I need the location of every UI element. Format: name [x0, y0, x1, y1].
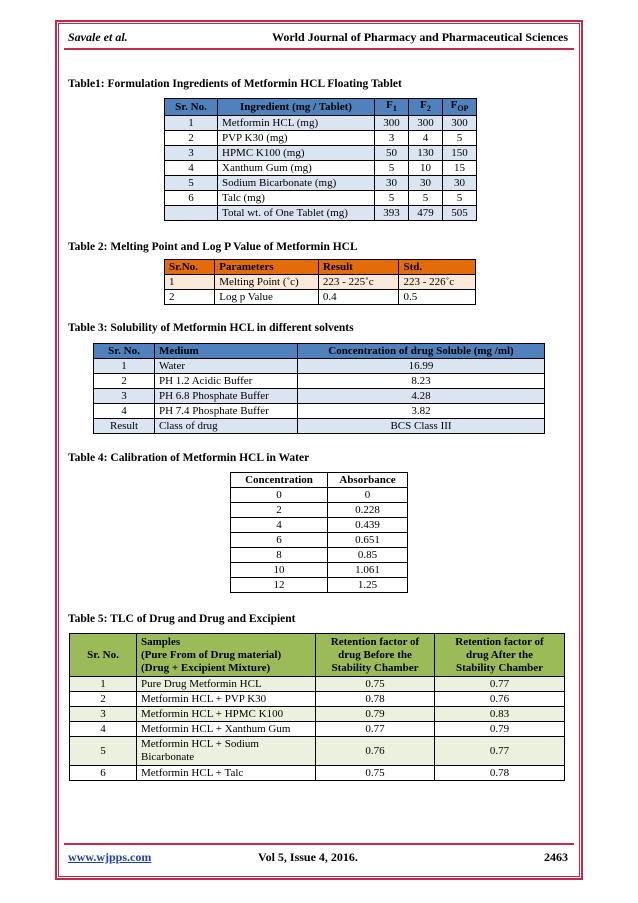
cell: 30 [375, 176, 409, 191]
cell: 150 [443, 146, 477, 161]
cell: 0.75 [316, 766, 435, 781]
table-row [70, 692, 565, 707]
cell: 300 [409, 116, 443, 131]
cell: 0.76 [435, 692, 565, 707]
t5-h-srno: Sr. No. [70, 634, 137, 677]
cell: Metformin HCL (mg) [218, 116, 375, 131]
cell: 0.75 [316, 677, 435, 692]
cell: Water [155, 359, 298, 374]
table-row [231, 488, 408, 503]
cell: 0.79 [435, 722, 565, 737]
t3-h-concentration: Concentration of drug Soluble (mg /ml) [298, 344, 545, 359]
cell: 5 [375, 191, 409, 206]
t5-h-samples-line1: Samples [141, 635, 181, 648]
table1 [164, 98, 477, 221]
cell-line1: Metformin HCL + Sodium [141, 738, 259, 750]
cell: 10 [409, 161, 443, 176]
cell: 300 [375, 116, 409, 131]
t1-h-f1: $F_1$ [375, 99, 409, 116]
table2 [164, 259, 476, 305]
cell: 6 [70, 766, 137, 781]
cell: 5 [70, 737, 137, 766]
cell [165, 206, 218, 221]
t5-h-samples [137, 634, 316, 677]
table-row [165, 206, 477, 221]
cell: 0.83 [435, 707, 565, 722]
t5-h-before-line2: drug Before the [338, 648, 412, 661]
cell: 0.77 [435, 737, 565, 766]
table5 [69, 633, 565, 781]
table3 [93, 343, 545, 434]
cell: 30 [409, 176, 443, 191]
cell: PH 6.8 Phosphate Buffer [155, 389, 298, 404]
cell: Xanthum Gum (mg) [218, 161, 375, 176]
table4 [230, 472, 408, 593]
cell: 30 [443, 176, 477, 191]
cell [137, 737, 316, 766]
cell: Metformin HCL + Xanthum Gum [137, 722, 316, 737]
t5-h-samples-line2: (Pure From of Drug material) [141, 648, 282, 661]
cell: 0.78 [316, 692, 435, 707]
cell: 1.25 [328, 578, 408, 593]
cell: 3 [94, 389, 155, 404]
cell: PH 1.2 Acidic Buffer [155, 374, 298, 389]
cell: 0.439 [328, 518, 408, 533]
cell: BCS Class III [298, 419, 545, 434]
table-row [94, 374, 545, 389]
table-row [94, 404, 545, 419]
cell: 1 [165, 275, 215, 290]
t2-h-srno: Sr.No. [165, 260, 215, 275]
t4-h-absorbance: Absorbance [328, 473, 408, 488]
cell: 3 [70, 707, 137, 722]
t1-h-fop: $F_{OP}$ [443, 99, 477, 116]
cell: Metformin HCL + PVP K30 [137, 692, 316, 707]
cell: 393 [375, 206, 409, 221]
t2-h-result: Result [318, 260, 399, 275]
t5-h-after-line1: Retention factor of [455, 635, 544, 648]
t2-h-parameters: Parameters [215, 260, 319, 275]
cell: 479 [409, 206, 443, 221]
cell: 0.651 [328, 533, 408, 548]
cell: 6 [231, 533, 328, 548]
table-row [70, 707, 565, 722]
cell: 1.061 [328, 563, 408, 578]
cell: 50 [375, 146, 409, 161]
cell: Sodium Bicarbonate (mg) [218, 176, 375, 191]
cell: Log p Value [215, 290, 319, 305]
t1-h-ingredient: Ingredient (mg / Tablet) [218, 99, 375, 116]
cell: Metformin HCL + Talc [137, 766, 316, 781]
header-authors: Savale et al. [68, 30, 128, 44]
header-rule [64, 48, 574, 50]
cell: Metformin HCL + HPMC K100 [137, 707, 316, 722]
table-row [231, 548, 408, 563]
cell: Talc (mg) [218, 191, 375, 206]
t3-h-srno: Sr. No. [94, 344, 155, 359]
cell: Class of drug [155, 419, 298, 434]
t1-h-srno: Sr. No. [165, 99, 218, 116]
table-row [94, 389, 545, 404]
table-row [165, 131, 477, 146]
cell: 0 [328, 488, 408, 503]
cell: 2 [70, 692, 137, 707]
table-row [94, 359, 545, 374]
cell: 4 [70, 722, 137, 737]
cell: 2 [231, 503, 328, 518]
t5-h-after-line3: Stability Chamber [455, 661, 544, 674]
cell: 8.23 [298, 374, 545, 389]
table2-caption: Table 2: Melting Point and Log P Value of Metformin HCL [68, 241, 358, 253]
table-row [165, 116, 477, 131]
cell: 5 [375, 161, 409, 176]
cell: 2 [165, 131, 218, 146]
cell: 505 [443, 206, 477, 221]
cell: 0.76 [316, 737, 435, 766]
t2-h-std: Std. [399, 260, 476, 275]
page-number: 2463 [544, 850, 568, 864]
table-row [70, 722, 565, 737]
footer-url-link[interactable]: www.wjpps.com [68, 850, 152, 864]
cell: 5 [409, 191, 443, 206]
t5-h-before-line3: Stability Chamber [331, 661, 419, 674]
footer-volume: Vol 5, Issue 4, 2016. [258, 850, 358, 864]
cell: HPMC K100 (mg) [218, 146, 375, 161]
header-journal: World Journal of Pharmacy and Pharmaceutical Sciences [272, 30, 568, 44]
cell: 2 [165, 290, 215, 305]
cell: 130 [409, 146, 443, 161]
table-row [231, 563, 408, 578]
table-row [231, 578, 408, 593]
table-row [231, 518, 408, 533]
cell: 15 [443, 161, 477, 176]
cell: 0.5 [399, 290, 476, 305]
t5-h-after-line2: drug After the [465, 648, 533, 661]
table-row [70, 737, 565, 766]
cell: 0.228 [328, 503, 408, 518]
cell: 0.85 [328, 548, 408, 563]
cell: 4 [409, 131, 443, 146]
t4-h-concentration: Concentration [231, 473, 328, 488]
cell: 5 [443, 191, 477, 206]
table1-caption: Table1: Formulation Ingredients of Metformin HCL Floating Tablet [68, 78, 402, 90]
table-row [231, 503, 408, 518]
t5-h-samples-line3: (Drug + Excipient Mixture) [141, 661, 271, 674]
cell: 223 - 226˚c [399, 275, 476, 290]
t5-h-before-line1: Retention factor of [330, 635, 420, 648]
cell: Pure Drug Metformin HCL [137, 677, 316, 692]
t5-h-rf-after [435, 634, 565, 677]
page-header [68, 28, 568, 48]
cell: 300 [443, 116, 477, 131]
cell: 0.77 [435, 677, 565, 692]
cell: 3.82 [298, 404, 545, 419]
cell: 0.78 [435, 766, 565, 781]
t5-h-rf-before [316, 634, 435, 677]
cell: 16.99 [298, 359, 545, 374]
cell: 0.77 [316, 722, 435, 737]
table-row [165, 290, 476, 305]
cell: 5 [443, 131, 477, 146]
cell: 4 [165, 161, 218, 176]
cell: 4 [94, 404, 155, 419]
cell: 12 [231, 578, 328, 593]
table5-caption: Table 5: TLC of Drug and Drug and Excipient [68, 613, 296, 625]
table3-caption: Table 3: Solubility of Metformin HCL in different solvents [68, 322, 354, 334]
table-row [165, 275, 476, 290]
table-row [165, 161, 477, 176]
cell: PVP K30 (mg) [218, 131, 375, 146]
table-row [70, 677, 565, 692]
cell: 8 [231, 548, 328, 563]
cell: 4.28 [298, 389, 545, 404]
t3-h-medium: Medium [155, 344, 298, 359]
table-row [70, 766, 565, 781]
cell: 10 [231, 563, 328, 578]
cell: 3 [375, 131, 409, 146]
table4-caption: Table 4: Calibration of Metformin HCL in Water [68, 452, 310, 464]
cell: Result [94, 419, 155, 434]
cell: 0.79 [316, 707, 435, 722]
cell: 2 [94, 374, 155, 389]
cell: 3 [165, 146, 218, 161]
cell: PH 7.4 Phosphate Buffer [155, 404, 298, 419]
cell: 223 - 225˚c [318, 275, 399, 290]
table-row [165, 146, 477, 161]
footer-rule [64, 843, 574, 845]
cell: 0.4 [318, 290, 399, 305]
table-row [231, 533, 408, 548]
cell: 1 [70, 677, 137, 692]
cell: 4 [231, 518, 328, 533]
table-row [165, 191, 477, 206]
table-row [94, 419, 545, 434]
t1-h-f2: $F_2$ [409, 99, 443, 116]
cell: 1 [94, 359, 155, 374]
cell: Melting Point (˚c) [215, 275, 319, 290]
cell-line2: Bicarbonate [141, 751, 195, 763]
cell: 1 [165, 116, 218, 131]
cell: 5 [165, 176, 218, 191]
table-row [165, 176, 477, 191]
cell: 0 [231, 488, 328, 503]
cell: Total wt. of One Tablet (mg) [218, 206, 375, 221]
cell: 6 [165, 191, 218, 206]
